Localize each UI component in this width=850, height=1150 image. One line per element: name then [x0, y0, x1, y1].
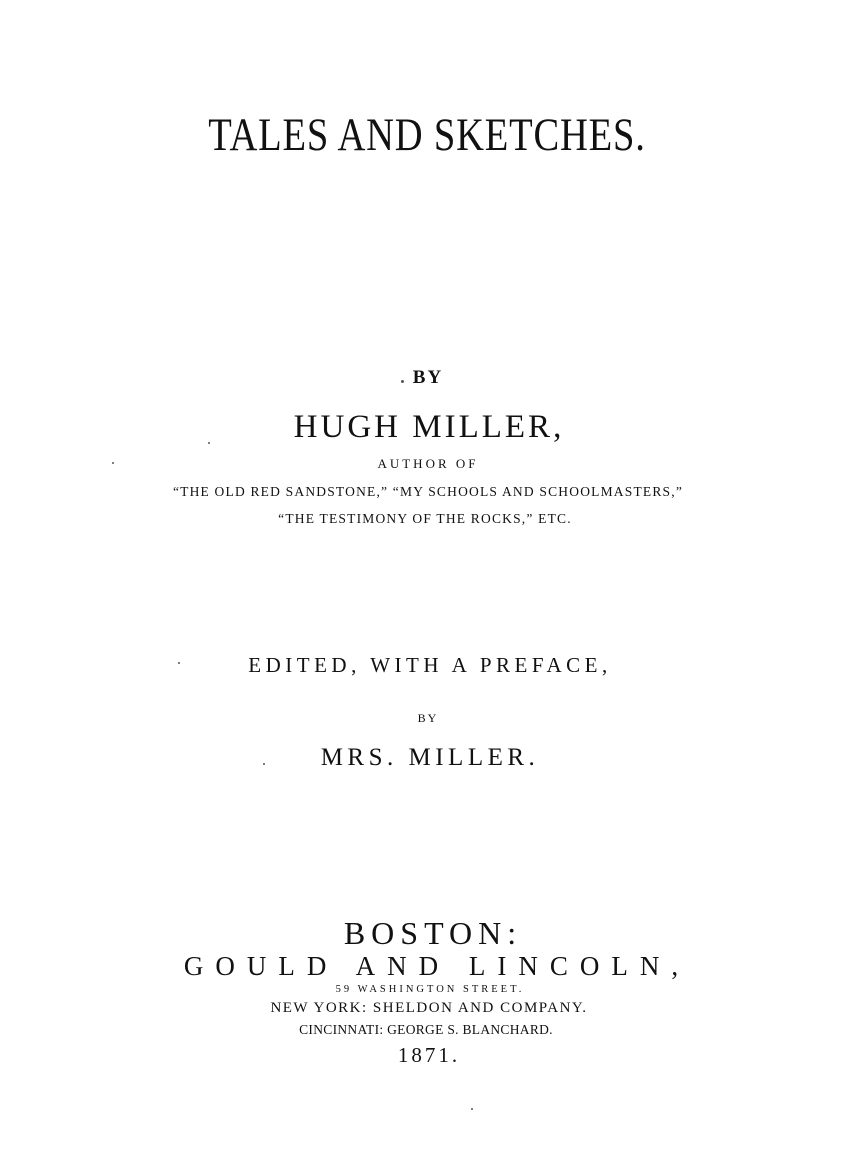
book-title: TALES AND SKETCHES.: [208, 109, 646, 161]
by-label-editor: BY: [417, 711, 439, 725]
ink-speck: [178, 662, 180, 664]
imprint-cincinnati: CINCINNATI: GEORGE S. BLANCHARD.: [299, 1022, 553, 1037]
author-of-label: AUTHOR OF: [377, 456, 479, 471]
ink-speck: [471, 1108, 473, 1110]
ink-speck: [401, 380, 404, 383]
previous-works-line-1: “THE OLD RED SANDSTONE,” “MY SCHOOLS AND SCHOOLMASTERS,”: [172, 484, 684, 499]
imprint-publisher: GOULD AND LINCOLN,: [183, 951, 691, 981]
edited-with-preface: EDITED, WITH A PREFACE,: [248, 653, 612, 677]
ink-speck: [112, 462, 114, 464]
editor-name: MRS. MILLER.: [320, 744, 540, 771]
ink-speck: [263, 763, 265, 765]
previous-works-line-2: “THE TESTIMONY OF THE ROCKS,” ETC.: [278, 511, 572, 526]
imprint-new-york: NEW YORK: SHELDON AND COMPANY.: [270, 1000, 588, 1016]
imprint-year: 1871.: [397, 1043, 461, 1067]
by-label: BY: [412, 367, 444, 388]
imprint-city: BOSTON:: [343, 915, 523, 951]
author-name: HUGH MILLER,: [293, 409, 565, 445]
imprint-address: 59 WASHINGTON STREET.: [335, 984, 525, 995]
ink-speck: [208, 442, 210, 444]
